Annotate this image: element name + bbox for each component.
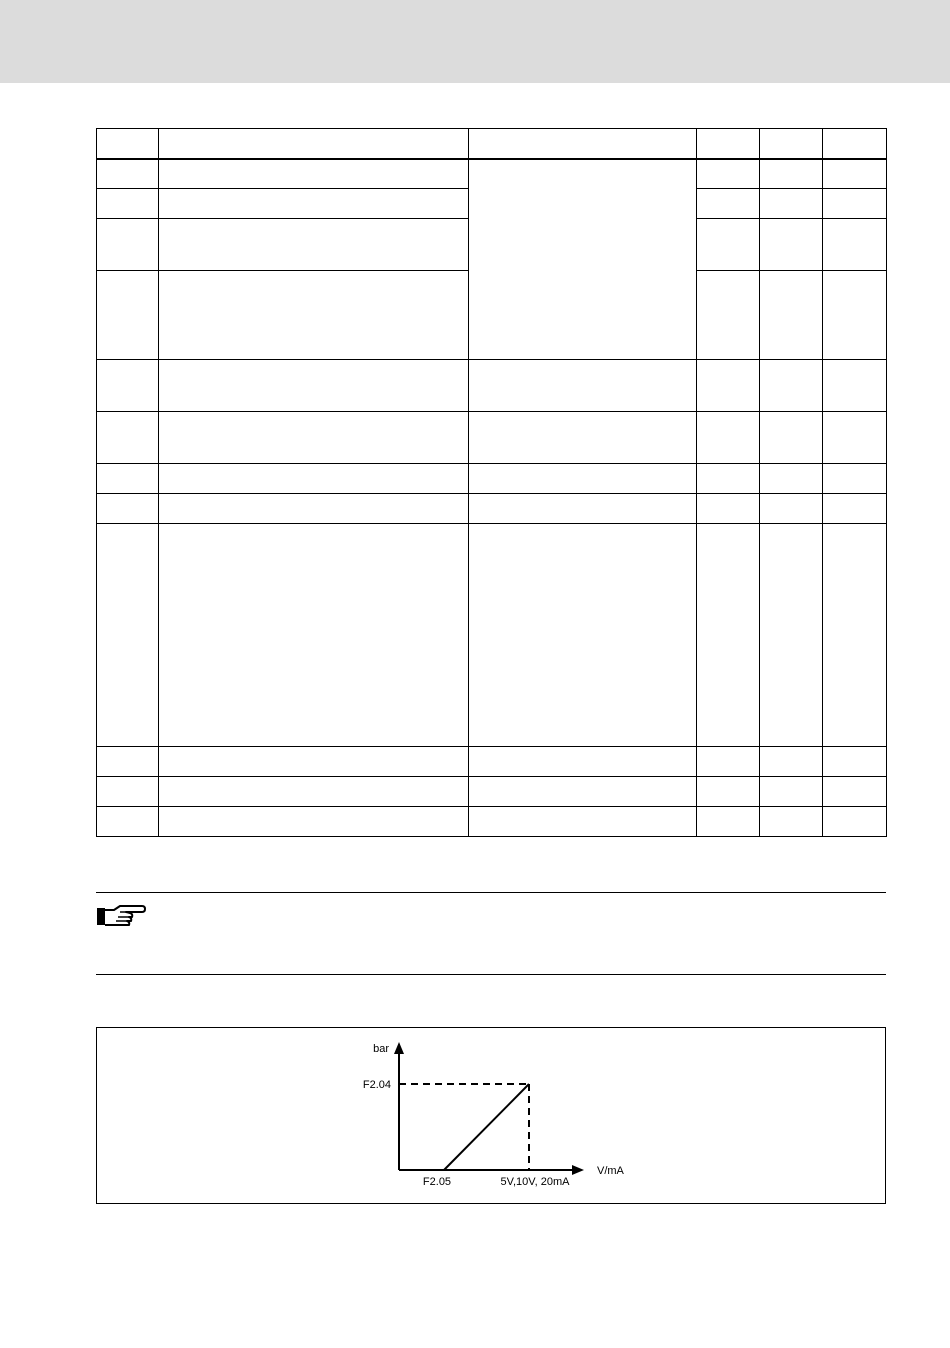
table-row (97, 747, 887, 777)
table-cell (159, 159, 469, 189)
table-cell (97, 464, 159, 494)
table-cell (697, 271, 760, 360)
table-cell (159, 807, 469, 837)
table-cell (823, 807, 887, 837)
table-cell (697, 412, 760, 464)
table-cell (469, 494, 697, 524)
table-cell (760, 412, 823, 464)
table-cell (97, 494, 159, 524)
table-header-cell (469, 129, 697, 159)
y-tick-label: F2.04 (362, 1079, 391, 1091)
table-row (97, 159, 887, 189)
y-axis-label: bar (373, 1043, 389, 1055)
note-top-rule (96, 892, 886, 893)
x-axis-label: V/mA (597, 1165, 624, 1177)
table-cell (97, 219, 159, 271)
chart-frame (96, 1027, 886, 1204)
table-cell (760, 360, 823, 412)
table-cell (469, 807, 697, 837)
table-cell (823, 747, 887, 777)
parameter-table (96, 128, 887, 837)
table-cell (697, 524, 760, 747)
table-cell (697, 807, 760, 837)
table-row (97, 524, 887, 747)
table-cell (760, 464, 823, 494)
table-cell (159, 360, 469, 412)
table-cell (697, 464, 760, 494)
table-cell (159, 412, 469, 464)
table-header-cell (760, 129, 823, 159)
table-cell (469, 777, 697, 807)
table-cell (469, 159, 697, 360)
table-cell (697, 360, 760, 412)
chart (97, 1028, 885, 1203)
table-cell (469, 360, 697, 412)
table-cell (760, 494, 823, 524)
page-header-band (0, 0, 950, 83)
x-tick-label: 5V,10V, 20mA (500, 1176, 570, 1188)
table-cell (159, 219, 469, 271)
table-cell (697, 159, 760, 189)
table-cell (97, 189, 159, 219)
table-row (97, 807, 887, 837)
x-tick-label: F2.05 (422, 1176, 452, 1188)
y-axis-arrow (394, 1042, 404, 1054)
table-header-cell (159, 129, 469, 159)
table-cell (823, 464, 887, 494)
table-row (97, 494, 887, 524)
table-header-cell (823, 129, 887, 159)
table-cell (159, 464, 469, 494)
table-cell (823, 494, 887, 524)
table-cell (159, 524, 469, 747)
table-cell (760, 747, 823, 777)
table-header-cell (97, 129, 159, 159)
table-cell (697, 189, 760, 219)
x-axis-arrow (572, 1165, 584, 1175)
table-cell (760, 524, 823, 747)
table-cell (159, 189, 469, 219)
table-header-cell (697, 129, 760, 159)
table-cell (760, 219, 823, 271)
table-cell (697, 219, 760, 271)
table-cell (697, 777, 760, 807)
table-cell (97, 412, 159, 464)
table-cell (469, 412, 697, 464)
table-cell (823, 360, 887, 412)
table-row (97, 777, 887, 807)
table-cell (823, 189, 887, 219)
table-cell (760, 189, 823, 219)
table-cell (469, 464, 697, 494)
table-row (97, 360, 887, 412)
table-cell (97, 159, 159, 189)
table-cell (97, 524, 159, 747)
table-row (97, 464, 887, 494)
table-cell (823, 412, 887, 464)
table-cell (760, 271, 823, 360)
table-cell (159, 777, 469, 807)
table-cell (823, 777, 887, 807)
table-row (97, 412, 887, 464)
table-cell (823, 271, 887, 360)
table-cell (159, 494, 469, 524)
table-cell (469, 524, 697, 747)
table-cell (97, 271, 159, 360)
table-cell (823, 219, 887, 271)
table-cell (159, 271, 469, 360)
table-cell (97, 777, 159, 807)
pointing-hand-icon (96, 902, 146, 928)
table-cell (97, 807, 159, 837)
table-cell (97, 747, 159, 777)
table-cell (469, 747, 697, 777)
table-cell (760, 159, 823, 189)
table-cell (760, 807, 823, 837)
table-cell (823, 159, 887, 189)
table-cell (697, 494, 760, 524)
series-line (444, 1084, 529, 1170)
table-header-row (97, 129, 887, 159)
table-cell (823, 524, 887, 747)
table-cell (97, 360, 159, 412)
table-cell (159, 747, 469, 777)
table-cell (760, 777, 823, 807)
table-cell (697, 747, 760, 777)
note-bottom-rule (96, 974, 886, 975)
